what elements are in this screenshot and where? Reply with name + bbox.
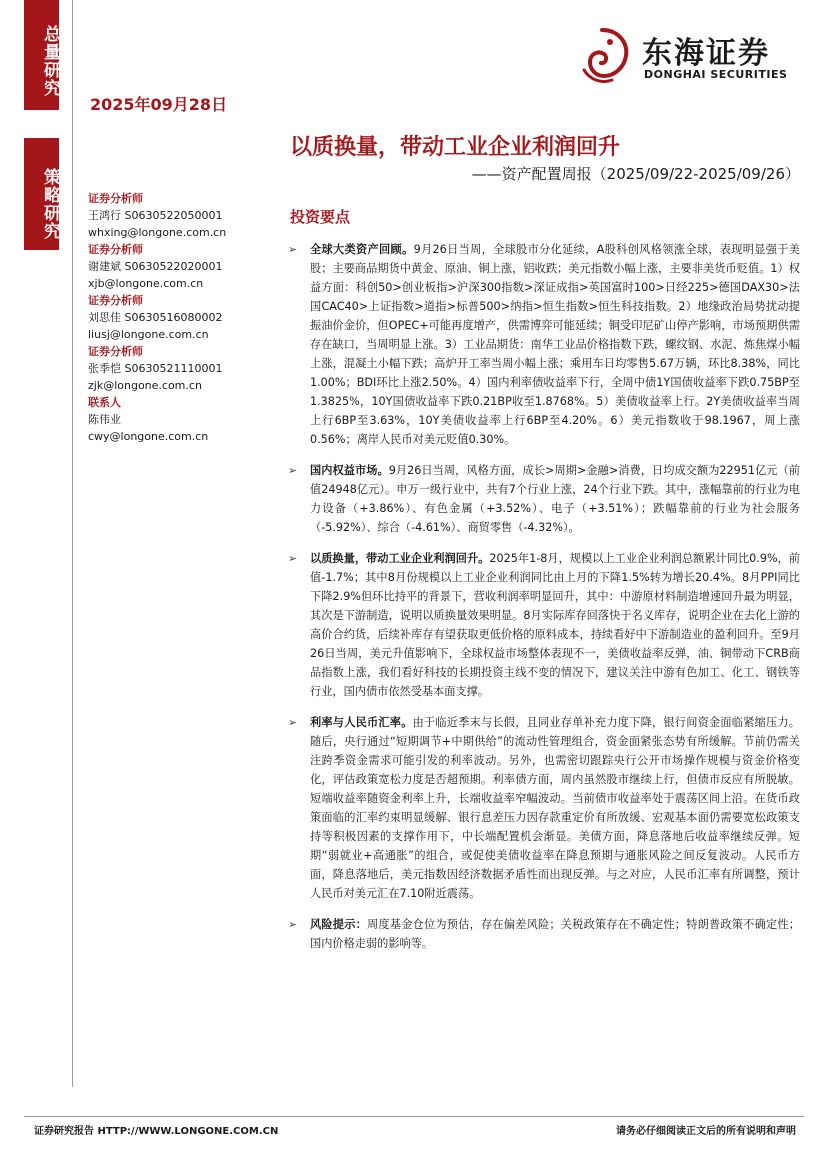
bullet-lead: 全球大类资产回顾。 — [310, 243, 414, 256]
bullet-lead: 国内权益市场。 — [310, 464, 389, 477]
analyst-email[interactable]: whxing@longone.com.cn — [88, 226, 227, 239]
bullet-rates-fx — [286, 713, 800, 903]
bullet-text: 由于临近季末与长假，且同业存单补充力度下降，银行间资金面临紧缩压力。随后，央行通过“短期调节+中期供给”的流动性管理组合，资金面紧张态势有所缓解。节前仍需关注跨季资金需求可能引发的利率波动。另外，也需密切跟踪央行公开市场操作规模与资金价格变化，评估政策宽松力度是否超预期。利率债方面，周内虽然股市继续上行，但债市反应有所脱敏。短端收益率随资金利率上升，长端收益率窄幅波动。当前债市收益率处于震荡区间上沿。在货币政策面临的汇率约束明显缓解、银行息差压力因存款重定价有所放缓、宏观基本面仍需要宽松政策支持等积极因素的支撑作用下，中长端配置机会渐显。美债方面，降息落地后收益率继续反弹。短期“弱就业+高通胀”的组合，或促使美债收益率在降息预期与通胀风险之间反复波动。人民币方面，降息落地后，美元指数因经济数据矛盾性而出现反弹。与之对应，人民币汇率有所调整，预计人民币对美元汇在7.10附近震荡。 — [310, 716, 800, 900]
bullet-industrial-profits — [286, 549, 800, 701]
bullet-text: 9月26日当周，全球股市分化延续，A股科创风格领涨全球，表现明显强于美股；主要商品期货中黄金、原油、铜上涨，铝收跌；美元指数小幅上涨，主要非美货币贬值。1）权益方面：科创50>创业板指>沪深300指数>深证成指>英国富时100>日经225>德国DAX30>法国CAC40>上证指数>道指>标普500>纳指>恒生指数>恒生科技指数。2）地缘政治局势扰动提振油价金价，但OPEC+可能再度增产，供需博弈可能延续；铜受印尼矿山停产影响，市场预期供需存在缺口，当周明显上涨。3）工业品期货：南华工业品价格指数下跌，螺纹钢、水泥、炼焦煤小幅上涨，混凝土小幅下跌；高炉开工率当周小幅上涨；乘用车日均零售5.67万辆，环比8.38%，同比1.00%；BDI环比上涨2.50%。4）国内利率债收益率下行，全周中债1Y国债收益率下跌0.75BP至1.3825%，10Y国债收益率下跌0.21BP收至1.8768%。5）美债收益率上行。2Y美债收益率当周上行6BP至3.63%，10Y美债收益率上行6BP至4.20%。6）美元指数收于98.1967，周上涨0.56%；离岸人民币对美元贬值0.30%。 — [310, 243, 800, 446]
key-points — [286, 240, 800, 965]
analyst-name: 刘思佳 S0630516080002 — [88, 311, 223, 324]
bullet-domestic-equity — [286, 461, 800, 537]
logo-chinese-name: 东海证券 — [642, 36, 770, 71]
bullet-risk-warning — [286, 915, 800, 953]
analyst-role: 证券分析师 — [88, 345, 143, 358]
analyst-role: 证券分析师 — [88, 294, 143, 307]
report-date: 2025年09月28日 — [90, 95, 228, 114]
contact-email[interactable]: cwy@longone.com.cn — [88, 430, 209, 443]
analyst-name: 谢建斌 S0630522020001 — [88, 260, 223, 273]
bullet-lead: 风险提示： — [310, 918, 367, 931]
analyst-name: 王鸿行 S0630522050001 — [88, 209, 223, 222]
sidebar-divider — [72, 0, 73, 1087]
analyst-email[interactable]: liusj@longone.com.cn — [88, 328, 209, 341]
contact-role: 联系人 — [88, 396, 121, 409]
report-title: 以质换量，带动工业企业利润回升 — [290, 135, 621, 160]
contact-name: 陈伟业 — [88, 413, 121, 426]
report-subtitle: ——资产配置周报（2025/09/22-2025/09/26） — [471, 165, 800, 183]
logo-english-name: DONGHAI SECURITIES — [644, 68, 788, 81]
footer-website[interactable]: 证券研究报告 HTTP://WWW.LONGONE.COM.CN — [34, 1126, 279, 1137]
arrow-right-icon: ➢ — [288, 552, 298, 565]
bullet-text: 9月26日当周，风格方面，成长>周期>金融>消费，日均成交额为22951亿元（前值24948亿元）。申万一级行业中，共有7个行业上涨，24个行业下跌。其中，涨幅靠前的行业为电力设备（+3.86%）、有色金属（+3.52%）、电子（+3.51%）；跌幅靠前的行业为社会服务（-5.92%）、综合（-4.61%）、商贸零售（-4.32%）。 — [310, 464, 800, 534]
analyst-list — [88, 190, 268, 445]
analyst-entry — [88, 190, 268, 241]
dragon-logo-icon — [570, 24, 634, 88]
analyst-entry — [88, 241, 268, 292]
bullet-lead: 利率与人民币汇率。 — [310, 716, 413, 729]
bullet-text: 周度基金仓位为预估，存在偏差风险；关税政策存在不确定性；特朗普政策不确定性；国内价格走弱的影响等。 — [310, 918, 800, 950]
analyst-role: 证券分析师 — [88, 243, 143, 256]
arrow-right-icon: ➢ — [288, 464, 298, 477]
category-tag-strategy: 策略研究 — [24, 138, 59, 250]
bullet-lead: 以质换量，带动工业企业利润回升。 — [310, 552, 490, 565]
bullet-text: 2025年1-8月，规模以上工业企业利润总额累计同比0.9%，前值-1.7%；其中8月份规模以上工业企业利润同比由上月的下降1.5%转为增长20.4%。8月PPI同比下降2.9%但环比持平的背景下，营收利润率明显回升，其中：中游原材料制造增速回升最为明显，其次是下游制造，说明以质换量效果明显。8月实际库存回落快于名义库存，说明企业在去化上游的高价合约货，后续补库存有望获取更低价格的原料成本，持续看好中下游制造业的盈利回升。至9月26日当周，美元升值影响下，全球权益市场整体表现不一，美债收益率反弹，油、铜带动下CRB商品指数上涨，我们看好科技的长期投资主线不变的情况下，建议关注中游有色加工、化工、钢铁等行业，国内债市依然受基本面支撑。 — [310, 552, 800, 698]
arrow-right-icon: ➢ — [288, 243, 298, 256]
footer-disclaimer: 请务必仔细阅读正文后的所有说明和声明 — [616, 1126, 796, 1137]
analyst-name: 张季恺 S0630521110001 — [88, 362, 223, 375]
footer-divider — [24, 1116, 804, 1117]
analyst-entry — [88, 343, 268, 394]
analyst-email[interactable]: zjk@longone.com.cn — [88, 379, 202, 392]
arrow-right-icon: ➢ — [288, 716, 298, 729]
category-tag-macro: 总量研究 — [24, 0, 59, 110]
section-title: 投资要点 — [290, 208, 351, 226]
bullet-global-assets — [286, 240, 800, 449]
analyst-role: 证券分析师 — [88, 192, 143, 205]
analyst-email[interactable]: xjb@longone.com.cn — [88, 277, 204, 290]
contact-entry — [88, 394, 268, 445]
arrow-right-icon: ➢ — [288, 918, 298, 931]
analyst-entry — [88, 292, 268, 343]
company-logo — [566, 18, 806, 88]
